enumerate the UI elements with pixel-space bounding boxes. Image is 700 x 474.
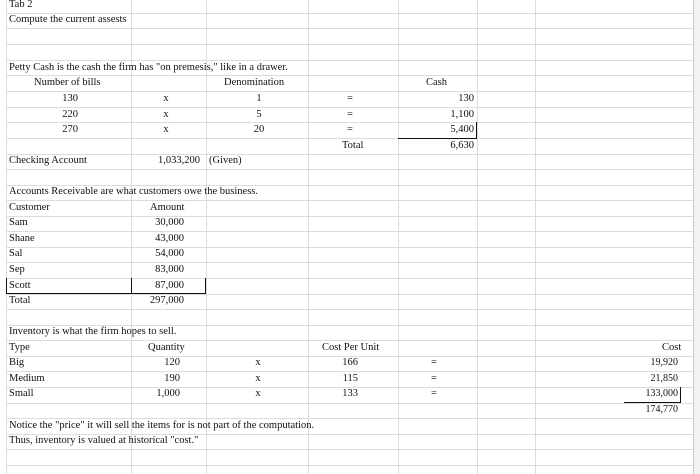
inventory-sum-border	[680, 387, 681, 403]
times-sign: x	[163, 124, 169, 135]
equals-sign: =	[347, 109, 353, 120]
times-sign: x	[163, 109, 169, 120]
equals-sign: =	[347, 93, 353, 104]
note-line: Notice the "price" it will sell the items for is not part of the computation.	[9, 420, 315, 431]
checking-note: (Given)	[209, 155, 242, 166]
bills-value: 270	[62, 124, 78, 135]
inventory-sum-border	[624, 402, 681, 403]
equals-sign: =	[431, 388, 437, 399]
times-sign: x	[255, 357, 261, 368]
column-line	[398, 0, 399, 474]
cash-total-value: 6,630	[450, 140, 474, 151]
inventory-quantity: 120	[164, 357, 180, 368]
window-edge	[693, 0, 700, 474]
row-line	[6, 154, 693, 155]
customer-amount: 43,000	[155, 233, 184, 244]
cash-value: 5,400	[450, 124, 474, 135]
inventory-type: Medium	[9, 373, 45, 384]
row-line	[6, 278, 693, 279]
receivables-intro: Accounts Receivable are what customers owe the business.	[9, 186, 259, 197]
customer-name: Scott	[9, 280, 31, 291]
row-line	[6, 216, 693, 217]
row-line	[6, 465, 693, 466]
row-line	[6, 231, 693, 232]
row-line	[6, 200, 693, 201]
receivables-sum-border	[205, 278, 206, 294]
column-line	[535, 0, 536, 474]
customer-name: Shane	[9, 233, 35, 244]
sheet-subtitle: Compute the current assests	[9, 14, 127, 25]
inventory-unit-cost: 115	[342, 373, 358, 384]
customer-name: Sep	[9, 264, 25, 275]
inventory-intro: Inventory is what the firm hopes to sell.	[9, 326, 177, 337]
column-line	[6, 0, 7, 474]
cash-total-label: Total	[342, 140, 364, 151]
customer-amount: 87,000	[155, 280, 184, 291]
inventory-quantity: 1,000	[156, 388, 180, 399]
customer-amount: 30,000	[155, 217, 184, 228]
denomination-header: Denomination	[224, 77, 285, 88]
receivables-sum-border	[6, 278, 7, 294]
receivables-total-label: Total	[9, 295, 31, 306]
denomination-value: 5	[256, 109, 262, 120]
inventory-cost: 21,850	[650, 373, 678, 384]
row-line	[6, 449, 693, 450]
bills-value: 130	[62, 93, 78, 104]
inventory-total-value: 174,770	[645, 404, 678, 415]
row-line	[6, 75, 693, 76]
bills-header: Number of bills	[34, 77, 101, 88]
row-line	[6, 169, 693, 170]
inventory-quantity: 190	[164, 373, 180, 384]
inventory-cost: 133,000	[645, 388, 678, 399]
customer-name: Sam	[9, 217, 28, 228]
cash-header: Cash	[426, 77, 447, 88]
receivables-sum-border	[6, 293, 206, 294]
customer-amount: 54,000	[155, 248, 184, 259]
times-sign: x	[255, 373, 261, 384]
times-sign: x	[163, 93, 169, 104]
checking-label: Checking Account	[9, 155, 87, 166]
checking-value: 1,033,200	[158, 155, 200, 166]
amount-header: Amount	[150, 202, 185, 213]
cash-value: 1,100	[450, 109, 474, 120]
row-line	[6, 28, 693, 29]
receivables-sum-border	[131, 278, 132, 294]
petty-cash-intro: Petty Cash is the cash the firm has "on premesis," like in a drawer.	[9, 62, 288, 73]
row-line	[6, 309, 693, 310]
column-line	[308, 0, 309, 474]
column-line	[477, 0, 478, 474]
customer-name: Sal	[9, 248, 23, 259]
inventory-cost: 19,920	[650, 357, 678, 368]
type-header: Type	[9, 342, 30, 353]
tab-title: Tab 2	[9, 0, 33, 10]
customer-header: Customer	[9, 202, 50, 213]
inventory-type: Big	[9, 357, 25, 368]
cash-value: 130	[458, 93, 474, 104]
row-line	[6, 247, 693, 248]
equals-sign: =	[431, 357, 437, 368]
equals-sign: =	[347, 124, 353, 135]
inventory-unit-cost: 166	[342, 357, 358, 368]
cost-per-unit-header: Cost Per Unit	[322, 342, 380, 353]
denomination-value: 20	[253, 124, 265, 135]
inventory-unit-cost: 133	[342, 388, 358, 399]
row-line	[6, 262, 693, 263]
customer-amount: 83,000	[155, 264, 184, 275]
row-line	[6, 294, 693, 295]
cash-sum-border	[398, 138, 477, 139]
row-line	[6, 403, 693, 404]
inventory-type: Small	[9, 388, 34, 399]
receivables-total-value: 297,000	[149, 295, 184, 306]
row-line	[6, 44, 693, 45]
note-line: Thus, inventory is valued at historical "cost."	[9, 435, 199, 446]
equals-sign: =	[431, 373, 437, 384]
times-sign: x	[255, 388, 261, 399]
cash-sum-border	[476, 122, 477, 139]
bills-value: 220	[62, 109, 78, 120]
denomination-value: 1	[256, 93, 262, 104]
cost-header: Cost	[662, 342, 682, 353]
quantity-header: Quantity	[148, 342, 185, 353]
